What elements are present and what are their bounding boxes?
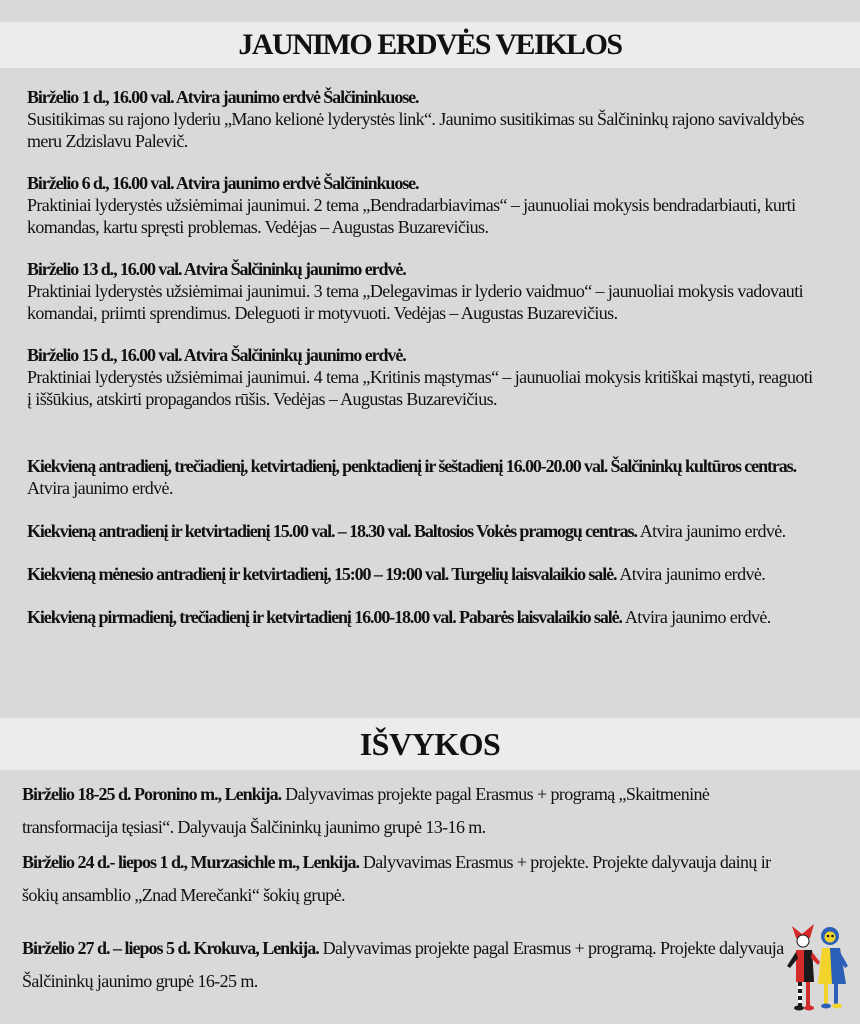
weekly-item — [27, 455, 827, 499]
jester-figures-logo-icon — [784, 922, 850, 1012]
trip-heading: Birželio 24 d.- liepos 1 d., Murzasichle m., Lenkija. — [22, 852, 359, 872]
weekly-item-text: Atvira jaunimo erdvė. — [616, 564, 766, 584]
event-item — [27, 344, 817, 410]
event-heading: Birželio 15 d., 16.00 val. Atvira Šalčininkų jaunimo erdvė. — [27, 345, 406, 365]
weekly-item-schedule: Kiekvieną antradienį ir ketvirtadienį 15.00 val. – 18.30 val. Baltosios Vokės pramogų centras. — [27, 521, 637, 541]
weekly-item-schedule: Kiekvieną mėnesio antradienį ir ketvirtadienį, 15:00 – 19:00 val. Turgelių laisvalaikio salė. — [27, 564, 617, 584]
weekly-item — [27, 520, 827, 542]
trip-heading: Birželio 18-25 d. Poronino m., Lenkija. — [22, 784, 282, 804]
event-heading: Birželio 13 d., 16.00 val. Atvira Šalčininkų jaunimo erdvė. — [27, 259, 406, 279]
section-title: IŠVYKOS — [359, 725, 501, 762]
trip-item — [22, 932, 802, 998]
section-header-youth-activities — [0, 22, 860, 68]
events-list — [27, 86, 817, 430]
trip-description: Dalyvavimas projekte pagal Erasmus + programą. Projekte dalyvauja Šalčininkų jaunimo grupė 16-25 m. — [22, 938, 784, 991]
event-heading: Birželio 6 d., 16.00 val. Atvira jaunimo erdvė Šalčininkuose. — [27, 173, 419, 193]
weekly-schedule — [27, 455, 827, 649]
trip-heading: Birželio 27 d. – liepos 5 d. Krokuva, Lenkija. — [22, 938, 319, 958]
weekly-item-schedule: Kiekvieną antradienį, trečiadienį, ketvirtadienį, penktadienį ir šeštadienį 16.00-20.00 val. Šalčininkų kultūros centras. — [27, 456, 796, 476]
event-description: Praktiniai lyderystės užsiėmimai jaunimui. 3 tema „Delegavimas ir lyderio vaidmuo“ – jaunuoliai mokysis vadovauti komandai, priimti sprendimus. Deleguoti ir motyvuoti. Vedėjas – Augustas Buzarevičius. — [27, 281, 804, 323]
section-title: JAUNIMO ERDVĖS VEIKLOS — [238, 28, 622, 61]
section-header-trips — [0, 718, 860, 770]
event-item — [27, 86, 817, 152]
trip-description: Dalyvavimas Erasmus + projekte. Projekte dalyvauja dainų ir šokių ansamblio „Znad Merečanki“ šokių grupė. — [22, 852, 771, 905]
event-item — [27, 172, 817, 238]
weekly-item-text: Atvira jaunimo erdvė. — [621, 607, 771, 627]
weekly-item — [27, 563, 827, 585]
weekly-item-text: Atvira jaunimo erdvė. — [27, 478, 173, 498]
weekly-item-schedule: Kiekvieną pirmadienį, trečiadienį ir ketvirtadienį 16.00-18.00 val. Pabarės laisvalaikio salė. — [27, 607, 622, 627]
event-description: Praktiniai lyderystės užsiėmimai jaunimui. 4 tema „Kritinis mąstymas“ – jaunuoliai mokysis kritiškai mąstyti, reaguoti į iššūkius, atskirti propagandos rūšis. Vedėjas – Augustas Buzarevičius. — [27, 367, 813, 409]
weekly-item — [27, 606, 827, 628]
trip-item — [22, 778, 802, 844]
event-description: Susitikimas su rajono lyderiu „Mano kelionė lyderystės link“. Jaunimo susitikimas su Šalčininkų rajono savivaldybės meru Zdzislavu Palevič. — [27, 109, 804, 151]
trip-description: Dalyvavimas projekte pagal Erasmus + programą „Skaitmeninė transformacija tęsiasi“. Dalyvauja Šalčininkų jaunimo grupė 13-16 m. — [22, 784, 710, 837]
weekly-item-text: Atvira jaunimo erdvė. — [636, 521, 786, 541]
event-heading: Birželio 1 d., 16.00 val. Atvira jaunimo erdvė Šalčininkuose. — [27, 87, 419, 107]
trip-item — [22, 846, 802, 912]
trips-list — [22, 778, 802, 1000]
event-item — [27, 258, 817, 324]
event-description: Praktiniai lyderystės užsiėmimai jaunimui. 2 tema „Bendradarbiavimas“ – jaunuoliai mokysis bendradarbiauti, kurti komandas, kartu spręsti problemas. Vedėjas – Augustas Buzarevičius. — [27, 195, 796, 237]
